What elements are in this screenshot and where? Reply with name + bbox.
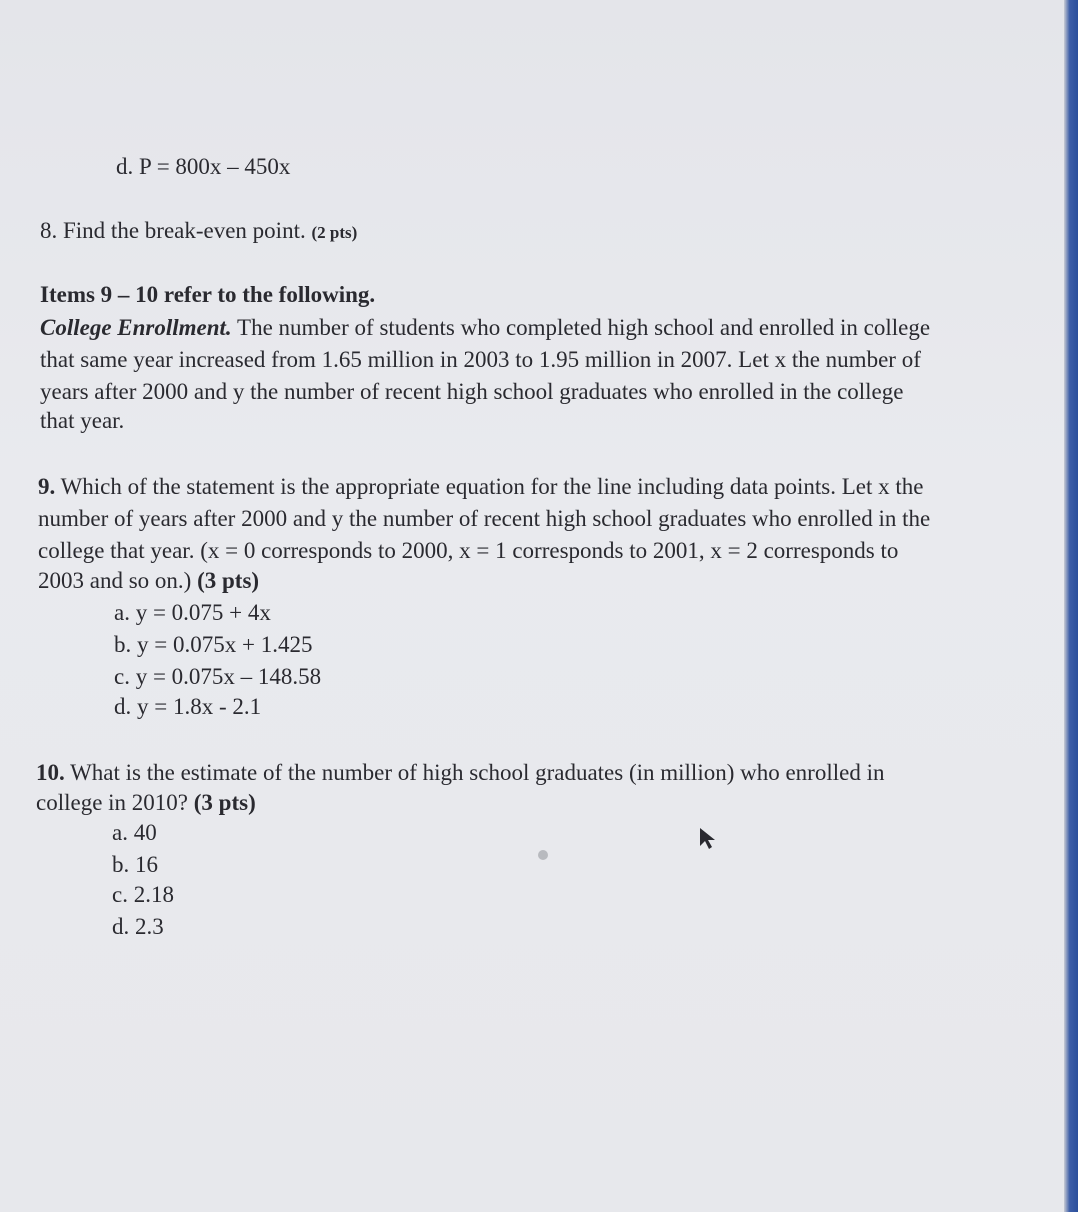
question-9-option-a[interactable]: a. y = 0.075 + 4x (114, 600, 271, 625)
question-10-number: 10. (36, 760, 65, 785)
question-9-option-b[interactable]: b. y = 0.075x + 1.425 (114, 632, 313, 657)
question-10-option-b[interactable]: b. 16 (112, 852, 158, 877)
question-9-line-4-text: 2003 and so on.) (38, 568, 198, 593)
question-10-line-1 (36, 758, 884, 788)
question-8-points: (2 pts) (311, 223, 358, 242)
screen-edge (1064, 0, 1078, 1212)
question-10-option-c[interactable]: c. 2.18 (112, 882, 174, 907)
passage-line-1-text: The number of students who completed high school and enrolled in college (231, 315, 931, 340)
question-10-option-d[interactable]: d. 2.3 (112, 914, 164, 939)
question-10-points: (3 pts) (193, 790, 256, 815)
passage-line-1 (40, 313, 930, 343)
question-9-points: (3 pts) (197, 568, 260, 593)
question-9-line-2: number of years after 2000 and y the number of recent high school graduates who enrolled in the (38, 506, 931, 531)
question-9-option-d[interactable]: d. y = 1.8x - 2.1 (114, 694, 262, 719)
question-8 (40, 216, 357, 248)
question-10-line-2-text: college in 2010? (36, 790, 194, 815)
passage-line-2: that same year increased from 1.65 million in 2003 to 1.95 million in 2007. Let x the number of (40, 347, 921, 372)
paper-speck (538, 850, 548, 860)
question-9-line-1-text: Which of the statement is the appropriate equation for the line including data points. Let x the (55, 474, 924, 499)
question-9-option-c[interactable]: c. y = 0.075x – 148.58 (114, 664, 322, 689)
prev-option-d: d. P = 800x – 450x (116, 154, 291, 179)
mouse-cursor-icon (698, 826, 718, 852)
passage-line-3: years after 2000 and y the number of recent high school graduates who enrolled in the college (40, 379, 904, 404)
passage-title: College Enrollment. (40, 315, 232, 340)
question-10-line-1-text: What is the estimate of the number of high school graduates (in million) who enrolled in (64, 760, 885, 785)
question-9-line-3: college that year. (x = 0 corresponds to 2000, x = 1 corresponds to 2001, x = 2 corresponds to (38, 538, 899, 563)
question-9-line-4 (38, 566, 259, 596)
question-10-option-a[interactable]: a. 40 (112, 820, 157, 845)
passage-heading: Items 9 – 10 refer to the following. (40, 282, 376, 307)
passage-line-4: that year. (40, 408, 125, 433)
question-8-text: 8. Find the break-even point. (40, 218, 306, 243)
question-9-number: 9. (38, 474, 56, 499)
question-9-line-1 (38, 472, 923, 502)
question-10-line-2 (36, 788, 256, 818)
